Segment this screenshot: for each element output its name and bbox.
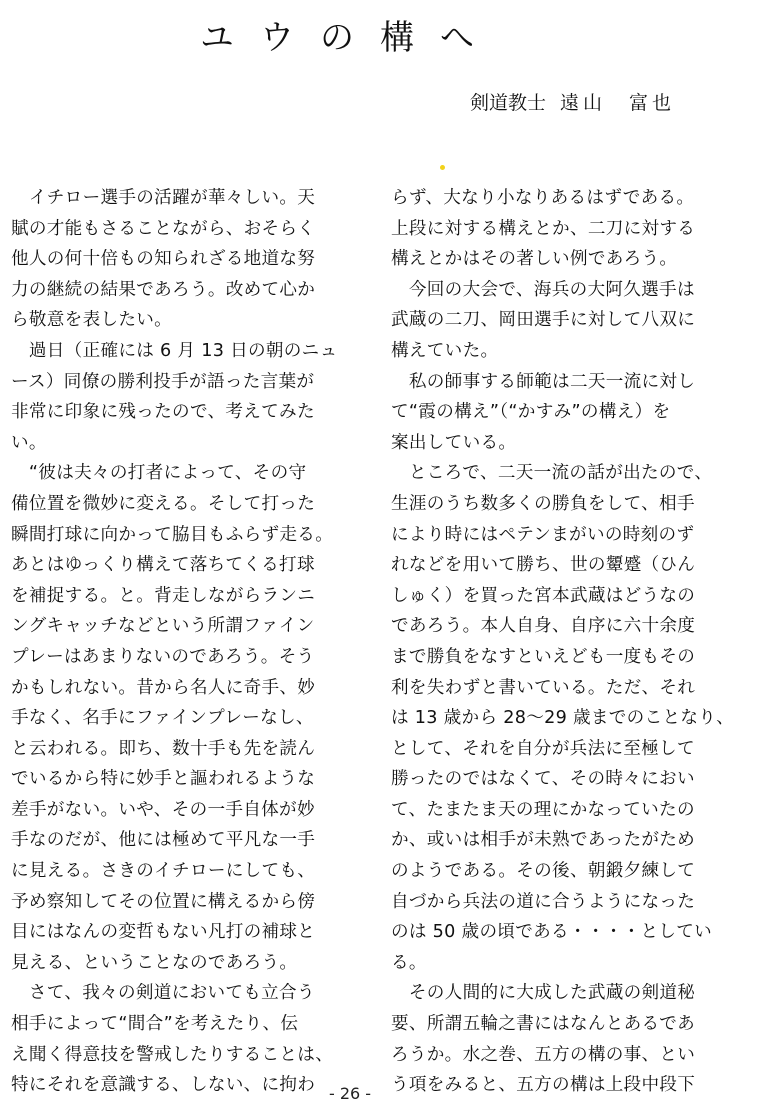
text-line: い。 [11,432,47,453]
text-line: 構えとかはその著しい例であろう。 [391,249,678,270]
text-line: か、或いは相手が未熟であったがため [391,830,696,851]
text-line: 賦の才能もさることながら、おそらく [11,218,316,239]
text-line: て“霞の構え”（“かすみ”の構え）を [391,402,671,423]
text-line: 目にはなんの変哲もない凡打の補球と [11,922,316,943]
text-line: 生涯のうち数多くの勝負をして、相手 [391,493,695,514]
text-line: さて、我々の剣道においても立合う [11,983,315,1004]
author-name: 遠山 富也 [560,92,676,114]
text-line: 手なのだが、他には極めて平凡な一手 [11,830,316,851]
text-line: らず、大なり小なりあるはずである。 [391,188,695,208]
text-line: かもしれない。昔から名人に奇手、妙 [11,677,316,698]
right-text-column [391,183,735,1101]
text-line: 武蔵の二刀、岡田選手に対して八双に [391,310,696,331]
text-line: 特にそれを意識する、しない、に拘わ [11,1075,316,1096]
text-line: “彼は夫々の打者によって、その守 [11,463,307,484]
author-role: 剣道教士 [470,92,547,114]
page-number: - 26 - [328,1084,372,1103]
text-line: 相手によって“間合”を考えたり、伝 [11,1014,299,1035]
text-line: のは 50 歳の頃である・・・・としてい [391,922,713,943]
text-line: 力の継続の結果であろう。改めて心か [11,279,316,300]
text-line: 他人の何十倍もの知られざる地道な努 [11,249,316,270]
text-line: 利を失わずと書いている。ただ、それ [391,677,696,698]
author-line [470,88,730,115]
text-line: 案出している。 [391,432,517,453]
text-line: 自づから兵法の道に合うようになった [391,891,696,912]
text-line: しゅく）を買った宮本武蔵はどうなの [391,585,696,606]
text-line: と云われる。即ち、数十手も先を読ん [11,738,316,759]
text-line: プレーはあまりないのであろう。そう [11,646,315,667]
text-line: 差手がない。いや、その一手自体が妙 [11,799,315,820]
text-line: であろう。本人自身、自序に六十余度 [391,616,696,637]
text-line: により時にはペテンまがいの時刻のず [391,524,695,545]
text-line: 構えていた。 [391,340,499,361]
text-line: ろうか。水之巻、五方の構の事、とい [391,1044,696,1065]
text-line: に見える。さきのイチローにしても、 [11,861,316,882]
text-line: る。 [391,952,427,973]
text-line: 要、所謂五輪之書にはなんとあるであ [391,1014,696,1035]
page-title: ユウの構へ [200,18,500,58]
text-line: のようである。その後、朝鍛夕練して [391,861,696,882]
text-line: その人間的に大成した武蔵の剣道秘 [391,983,696,1004]
text-line: 非常に印象に残ったので、考えてみた [11,402,315,423]
text-line: 上段に対する構えとか、二刀に対する [391,218,696,239]
text-line: あとはゆっくり構えて落ちてくる打球 [11,555,315,576]
text-line: イチロー選手の活躍が華々しい。天 [11,188,316,208]
text-line: 備位置を微妙に変える。そして打った [11,493,316,514]
text-line: ース）同僚の勝利投手が語った言葉が [11,371,315,392]
yellow-dot-mark [440,165,445,170]
left-text-column [11,183,351,1101]
text-line: でいるから特に妙手と謳われるような [11,769,316,790]
text-line: 過日（正確には 6 月 13 日の朝のニュ [11,340,338,361]
text-line: 手なく、名手にファインプレーなし、 [11,708,314,729]
text-line: れなどを用いて勝ち、世の顰蹙（ひん [391,555,696,576]
text-line: 今回の大会で、海兵の大阿久選手は [391,279,695,300]
text-line: 私の師事する師範は二天一流に対し [391,371,696,392]
text-line: 勝ったのではなくて、その時々におい [391,769,695,790]
text-line: 予め察知してその位置に構えるから傍 [11,891,316,912]
text-line: は 13 歳から 28〜29 歳までのことなり、 [391,708,735,729]
text-line: 瞬間打球に向かって脇目もふらず走る。 [11,524,334,545]
text-line: まで勝負をなすといえども一度もその [391,646,696,667]
text-line: 見える、ということなのであろう。 [11,952,298,973]
text-line: え聞く得意技を警戒したりすることは、 [11,1044,334,1065]
text-line: ところで、二天一流の話が出たので、 [391,463,713,484]
text-line: ら敬意を表したい。 [11,310,173,331]
text-line: として、それを自分が兵法に至極して [391,738,695,759]
text-line: て、たまたま天の理にかなっていたの [391,799,695,820]
text-line: う項をみると、五方の構は上段中段下 [391,1075,696,1096]
text-line: を補捉する。と。背走しながらランニ [11,585,316,606]
text-line: ングキャッチなどという所謂ファイン [11,616,315,637]
